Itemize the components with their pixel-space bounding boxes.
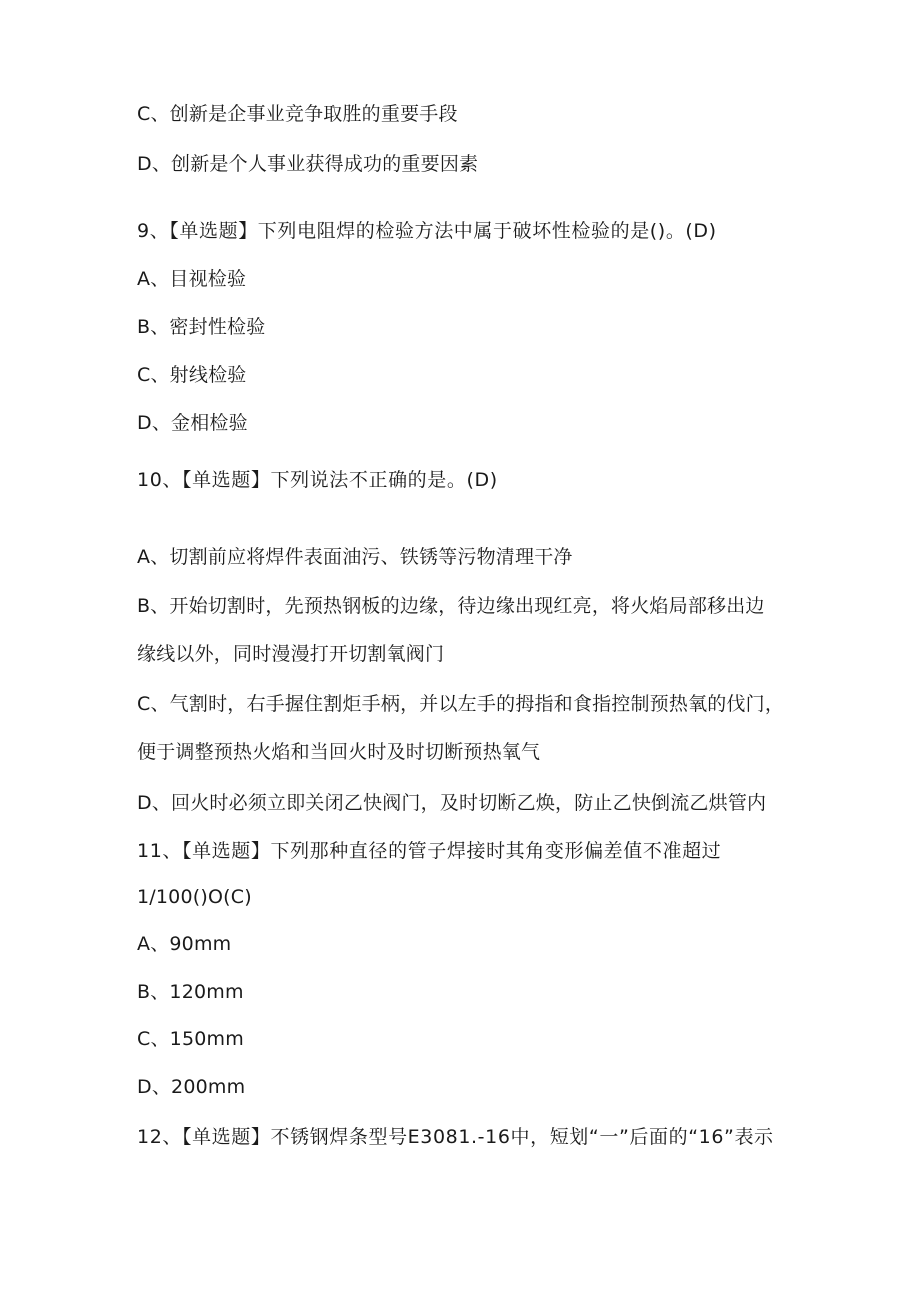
option-c-q8: C、创新是企事业竞争取胜的重要手段 <box>137 103 458 125</box>
question-11-line2: 1/100()O(C) <box>137 886 252 908</box>
option-c-q10-line1: C、气割时，右手握住割炬手柄，并以左手的拇指和食指控制预热氧的伐门， <box>137 693 785 715</box>
option-a-q10: A、切割前应将焊件表面油污、铁锈等污物清理干净 <box>137 546 573 568</box>
question-9: 9、【单选题】下列电阻焊的检验方法中属于破坏性检验的是()。(D) <box>137 220 717 242</box>
option-c-q11: C、150mm <box>137 1028 244 1050</box>
option-d-q9: D、金相检验 <box>137 412 248 434</box>
question-12: 12、【单选题】不锈钢焊条型号E3081.-16中，短划“一”后面的“16”表示 <box>137 1126 774 1148</box>
question-11-line1: 11、【单选题】下列那种直径的管子焊接时其角变形偏差值不准超过 <box>137 840 722 862</box>
question-10: 10、【单选题】下列说法不正确的是。(D) <box>137 469 498 491</box>
option-d-q11: D、200mm <box>137 1076 246 1098</box>
option-a-q9: A、目视检验 <box>137 268 247 290</box>
option-c-q9: C、射线检验 <box>137 364 247 386</box>
option-b-q11: B、120mm <box>137 981 244 1003</box>
option-d-q10: D、回火时必须立即关闭乙快阀门，及时切断乙焕，防止乙快倒流乙烘管内 <box>137 792 767 814</box>
option-d-q8: D、创新是个人事业获得成功的重要因素 <box>137 153 479 175</box>
option-b-q10-line2: 缘线以外，同时漫漫打开切割氧阀门 <box>137 643 445 665</box>
option-c-q10-line2: 便于调整预热火焰和当回火时及时切断预热氧气 <box>137 741 541 763</box>
option-b-q9: B、密封性检验 <box>137 316 266 338</box>
option-b-q10-line1: B、开始切割时，先预热钢板的边缘，待边缘出现红亮，将火焰局部移出边 <box>137 595 765 617</box>
option-a-q11: A、90mm <box>137 933 232 955</box>
